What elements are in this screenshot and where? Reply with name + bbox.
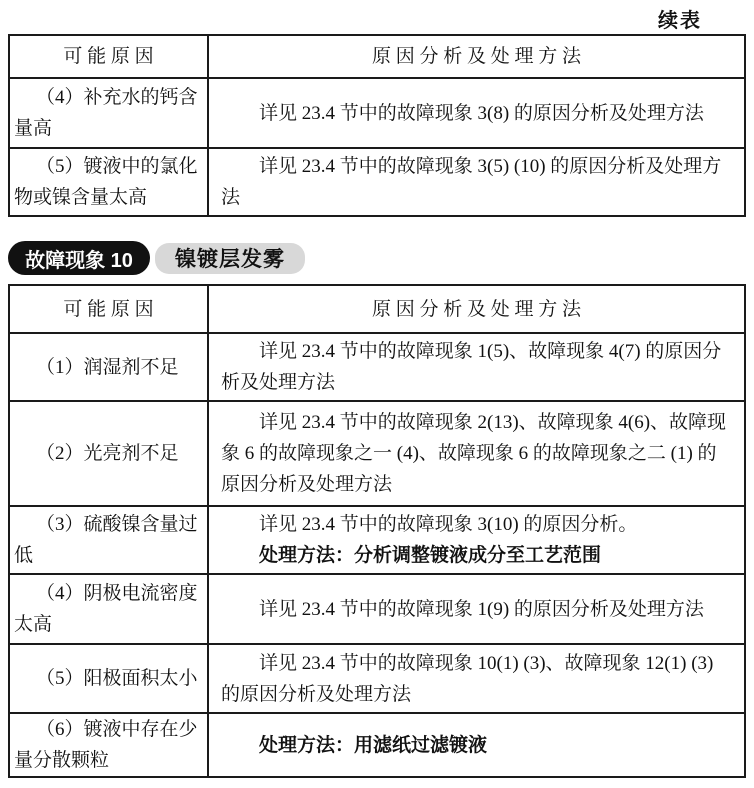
table-row bbox=[9, 333, 745, 401]
cause-text: （5）镀液中的氯化物或镍含量太高 bbox=[14, 156, 198, 208]
column-header-analysis-treatment: 原 因 分 析 及 处 理 方 法 bbox=[208, 35, 745, 78]
column-header-possible-cause: 可 能 原 因 bbox=[9, 35, 208, 78]
analysis-text: 详见 23.4 节中的故障现象 2(13)、故障现象 4(6)、故障现象 6 的故障现象之一 (4)、故障现象 6 的故障现象之二 (1) 的原因分析及处理方法 bbox=[221, 412, 727, 495]
table-row bbox=[9, 713, 745, 777]
analysis-text: 详见 23.4 节中的故障现象 3(5) (10) 的原因分析及处理方法 bbox=[221, 156, 722, 208]
table-row bbox=[9, 401, 745, 506]
table-header-row bbox=[9, 35, 745, 78]
treatment-text: 处理方法：分析调整镀液成分至工艺范围 bbox=[259, 545, 602, 566]
fault-number-label: 故障现象 10 bbox=[25, 249, 133, 272]
section-header bbox=[8, 241, 305, 275]
column-header-analysis-treatment: 原 因 分 析 及 处 理 方 法 bbox=[208, 285, 745, 333]
table-header-row bbox=[9, 285, 745, 333]
cause-text: （4）补充水的钙含量高 bbox=[14, 87, 198, 139]
fault-table-continued bbox=[8, 34, 746, 217]
analysis-text: 详见 23.4 节中的故障现象 3(10) 的原因分析。 bbox=[259, 514, 638, 535]
cause-text: （2）光亮剂不足 bbox=[36, 443, 179, 464]
table-row bbox=[9, 506, 745, 574]
cause-text: （1）润湿剂不足 bbox=[36, 356, 179, 378]
analysis-text: 详见 23.4 节中的故障现象 3(8) 的原因分析及处理方法 bbox=[259, 102, 704, 124]
table-row bbox=[9, 148, 745, 216]
cause-text: （5）阳极面积太小 bbox=[36, 668, 198, 689]
cause-text: （4）阴极电流密度太高 bbox=[14, 583, 198, 635]
fault-title-label: 镍镀层发雾 bbox=[175, 248, 285, 271]
fault-number-badge bbox=[8, 241, 150, 275]
analysis-text: 详见 23.4 节中的故障现象 10(1) (3)、故障现象 12(1) (3) 的原因分析及处理方法 bbox=[221, 652, 714, 705]
cause-text: （6）镀液中存在少量分散颗粒 bbox=[14, 719, 198, 771]
treatment-text: 处理方法：用滤纸过滤镀液 bbox=[259, 734, 488, 756]
fault-title-badge bbox=[155, 243, 305, 274]
fault-table-10 bbox=[8, 284, 746, 778]
analysis-text: 详见 23.4 节中的故障现象 1(5)、故障现象 4(7) 的原因分析及处理方法 bbox=[221, 341, 722, 393]
continued-table-label: 续表 bbox=[658, 10, 702, 32]
column-header-possible-cause: 可 能 原 因 bbox=[9, 285, 208, 333]
table-row bbox=[9, 574, 745, 644]
cause-text: （3）硫酸镍含量过低 bbox=[14, 514, 198, 566]
analysis-text: 详见 23.4 节中的故障现象 1(9) 的原因分析及处理方法 bbox=[259, 598, 704, 620]
table-row bbox=[9, 78, 745, 148]
table-row bbox=[9, 644, 745, 713]
